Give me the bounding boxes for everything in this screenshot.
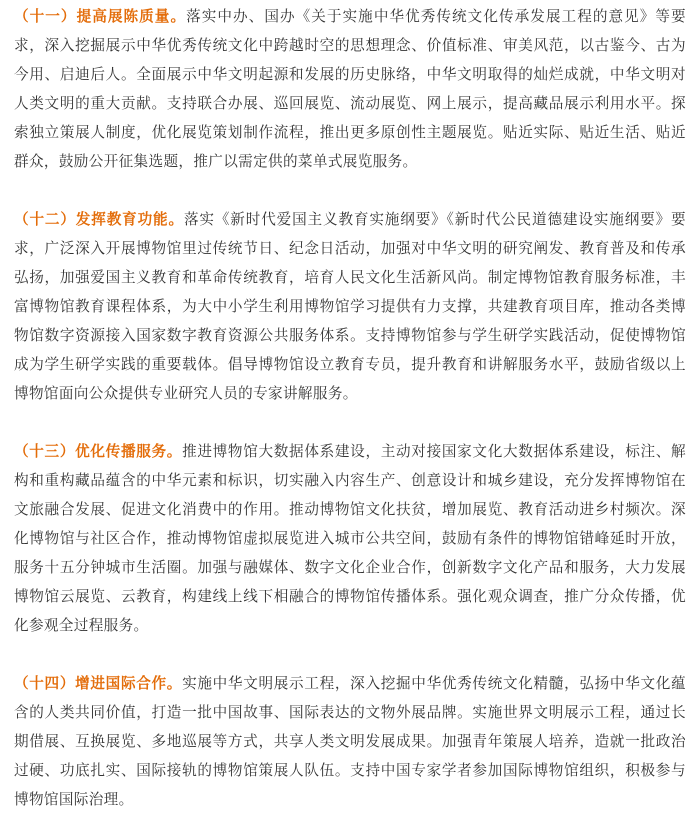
section-11-body: 落实中办、国办《关于实施中华优秀传统文化传承发展工程的意见》等要求，深入挖掘展示中华优秀传统文化中跨越时空的思想理念、价值标准、审美风范，以古鉴今、古为今用、启迪后人。全面展示中华文明起源和发展的历史脉络，中华文明取得的灿烂成就，中华文明对人类文明的重大贡献。支持联合办展、巡回展览、流动展览、网上展示，提高藏品展示利用水平。探索独立策展人制度，优化展览策划制作流程，推出更多原创性主题展览。贴近实际、贴近生活、贴近群众，鼓励公开征集选题，推广以需定供的菜单式展览服务。	[14, 8, 687, 170]
section-14-paragraph	[14, 669, 686, 814]
section-11-paragraph	[14, 2, 686, 176]
section-14-body: 实施中华文明展示工程，深入挖掘中华优秀传统文化精髓，弘扬中华文化蕴含的人类共同价值，打造一批中国故事、国际表达的文物外展品牌。实施世界文明展示工程，通过长期借展、互换展览、多地巡展等方式，共享人类文明发展成果。加强青年策展人培养，造就一批政治过硬、功底扎实、国际接轨的博物馆策展人队伍。支持中国专家学者参加国际博物馆组织，积极参与博物馆国际治理。	[14, 675, 686, 808]
section-12-paragraph	[14, 205, 686, 408]
section-12-body: 落实《新时代爱国主义教育实施纲要》《新时代公民道德建设实施纲要》要求，广泛深入开展博物馆里过传统节日、纪念日活动，加强对中华文明的研究阐发、教育普及和传承弘扬，加强爱国主义教育和革命传统教育，培育人民文化生活新风尚。制定博物馆教育服务标准，丰富博物馆教育课程体系，为大中小学生利用博物馆学习提供有力支撑，共建教育项目库，推动各类博物馆数字资源接入国家数字教育资源公共服务体系。支持博物馆参与学生研学实践活动，促使博物馆成为学生研学实践的重要载体。倡导博物馆设立教育专员，提升教育和讲解服务水平，鼓励省级以上博物馆面向公众提供专业研究人员的专家讲解服务。	[14, 211, 686, 402]
section-14-heading: （十四）增进国际合作。	[14, 675, 183, 692]
section-11-heading: （十一）提高展陈质量。	[14, 8, 187, 25]
section-13-paragraph	[14, 437, 686, 640]
section-13-heading: （十三）优化传播服务。	[14, 443, 183, 460]
section-12-heading: （十二）发挥教育功能。	[14, 211, 184, 228]
section-13-body: 推进博物馆大数据体系建设，主动对接国家文化大数据体系建设，标注、解构和重构藏品蕴含的中华元素和标识，切实融入内容生产、创意设计和城乡建设，充分发挥博物馆在文旅融合发展、促进文化消费中的作用。推动博物馆文化扶贫，增加展览、教育活动进乡村频次。深化博物馆与社区合作，推动博物馆虚拟展览进入城市公共空间，鼓励有条件的博物馆错峰延时开放，服务十五分钟城市生活圈。加强与融媒体、数字文化企业合作，创新数字文化产品和服务，大力发展博物馆云展览、云教育，构建线上线下相融合的博物馆传播体系。强化观众调查，推广分众传播，优化参观全过程服务。	[14, 443, 686, 634]
